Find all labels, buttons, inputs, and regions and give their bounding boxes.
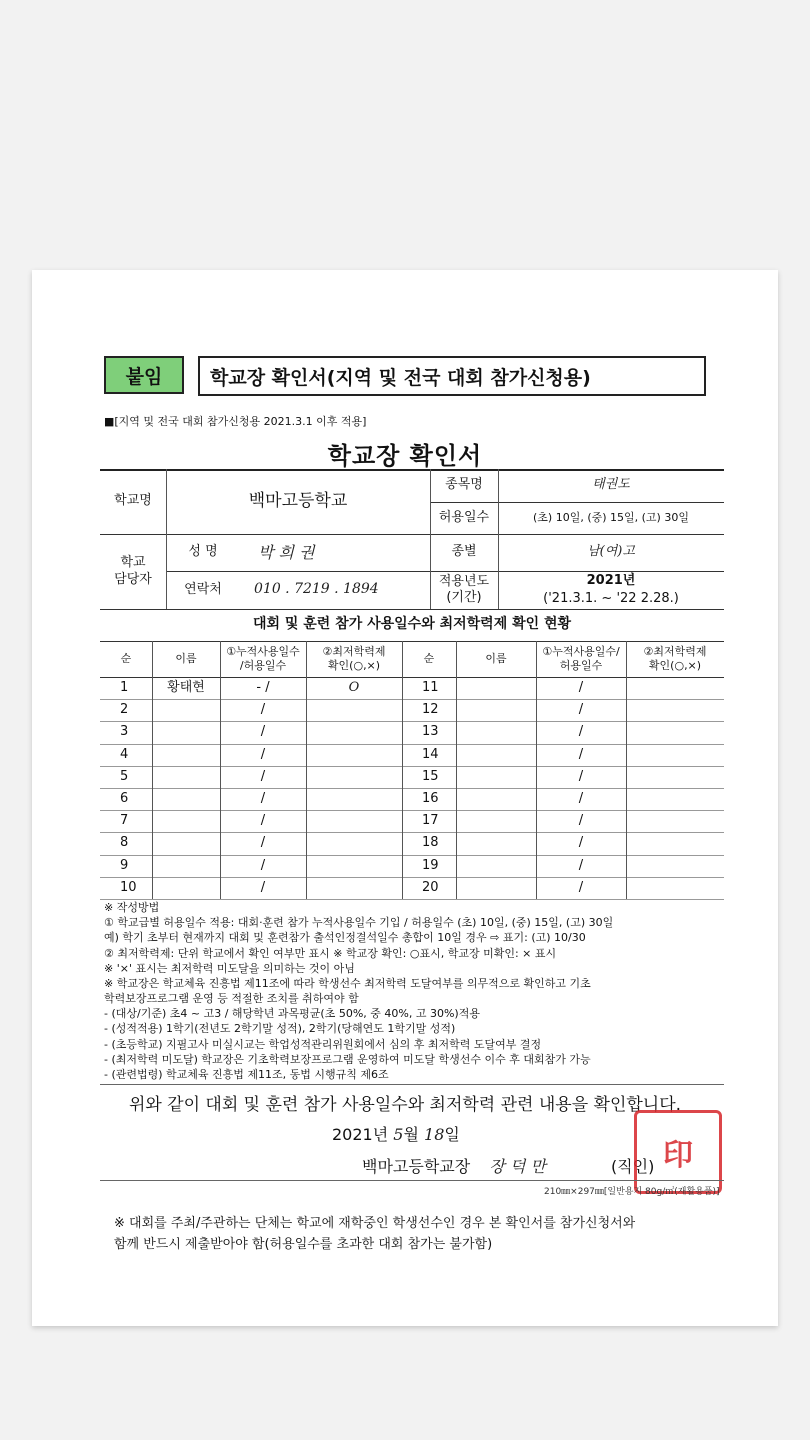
table-cell-name	[152, 855, 220, 877]
principal-signature-line	[362, 1154, 654, 1177]
paper-size-note: 210㎜×297㎜[일반용지 80g/㎡(재활용품)]	[544, 1187, 720, 1197]
table-cell-name	[456, 832, 536, 854]
period-value: ('21.3.1. ~ '22 2.28.)	[543, 590, 679, 606]
table-cell-days: /	[260, 790, 266, 806]
instruction-line: - (관련법령) 학교체육 진흥법 제11조, 동법 시행규칙 제6조	[104, 1067, 389, 1081]
instruction-line: ※ 학교장은 학교체육 진흥법 제11조에 따라 학생선수 최저학력 도달여부를 의무적으로 확인하고 기초	[104, 976, 591, 990]
table-cell-days: /	[260, 724, 266, 740]
table-cell-name	[152, 744, 220, 766]
table-cell-name	[456, 699, 536, 721]
table-cell-days: /	[578, 679, 584, 695]
applicability-note: ■[지역 및 전국 대회 참가신청용 2021.3.1 이후 적용]	[104, 415, 367, 428]
sport-label: 종목명	[445, 477, 483, 493]
instruction-line: 예) 학기 초부터 현재까지 대회 및 훈련참가 출석인정결석일수 총합이 10일 경우 ⇨ 표기: (고) 10/30	[104, 931, 586, 945]
table-cell-check	[626, 699, 724, 721]
table-cell-name	[152, 877, 220, 899]
table-cell-check: O	[348, 679, 360, 695]
table-cell-name	[456, 788, 536, 810]
table-cell-check	[626, 855, 724, 877]
principal-title: 백마고등학교장	[362, 1157, 471, 1176]
date-year: 2021년	[332, 1125, 389, 1144]
table-cell-check	[626, 877, 724, 899]
confirmation-statement: 위와 같이 대회 및 훈련 참가 사용일수와 최저학력 관련 내용을 확인합니다.	[128, 1095, 682, 1115]
instruction-line: 학력보장프로그램 운영 등 적절한 조치를 취하여야 함	[104, 992, 359, 1006]
table-cell-days: /	[578, 724, 584, 740]
document-title-box: 학교장 확인서(지역 및 전국 대회 참가신청용)	[198, 356, 706, 396]
table-cell-no: 20	[422, 879, 439, 895]
table-cell-no: 15	[422, 768, 439, 784]
manager-label: 학교 담당자	[114, 555, 152, 587]
table-cell-name	[456, 744, 536, 766]
table-cell-name: 황태현	[167, 679, 205, 695]
table-cell-no: 19	[422, 857, 439, 873]
instruction-line: - (성적적용) 1학기(전년도 2학기말 성적), 2학기(당해연도 1학기말 성적)	[104, 1022, 456, 1036]
table-cell-days: /	[578, 857, 584, 873]
table-cell-check	[306, 877, 402, 899]
table-cell-no: 1	[120, 679, 129, 695]
table-cell-days: /	[578, 835, 584, 851]
table-cell-days: /	[578, 768, 584, 784]
gender-label: 종별	[451, 544, 477, 560]
date-day-unit: 일	[444, 1125, 460, 1144]
table-cell-name	[152, 788, 220, 810]
document-page	[32, 270, 778, 1326]
table-header-cell: ②최저학력제 확인(○,×)	[322, 645, 386, 672]
year-value: 2021년	[586, 572, 636, 588]
date-day-handwritten: 18	[424, 1125, 445, 1144]
table-cell-days: /	[260, 768, 266, 784]
table-cell-check	[306, 699, 402, 721]
page-title: 학교장 확인서	[327, 442, 483, 470]
table-cell-days: /	[578, 746, 584, 762]
table-cell-no: 3	[120, 724, 129, 740]
table-cell-check	[626, 677, 724, 699]
table-cell-no: 14	[422, 746, 439, 762]
principal-name-handwritten: 장 덕 만	[489, 1157, 546, 1176]
table-header-cell: 순	[423, 652, 435, 666]
table-cell-days: /	[260, 746, 266, 762]
table-header-cell: ①누적사용일수/ 허용일수	[542, 645, 620, 672]
table-cell-no: 13	[422, 724, 439, 740]
instruction-line: ① 학교급별 허용일수 적용: 대회·훈련 참가 누적사용일수 기입 / 허용일수 (초) 10일, (중) 15일, (고) 30일	[104, 916, 614, 930]
table-cell-days: - /	[256, 679, 270, 695]
table-header-cell: 순	[120, 652, 132, 666]
table-cell-name	[152, 699, 220, 721]
table-cell-check	[626, 766, 724, 788]
table-header-cell: 이름	[485, 652, 507, 666]
table-cell-no: 12	[422, 702, 439, 718]
sport-value: 태권도	[592, 477, 630, 493]
submission-note: ※ 대회를 주최/주관하는 단체는 학교에 재학중인 학생선수인 경우 본 확인서를 참가신청서와 함께 반드시 제출받아야 함(허용일수를 초과한 대회 참가는 불가함)	[114, 1216, 636, 1252]
table-header-cell: 이름	[175, 652, 197, 666]
contact-value: 010 . 7219 . 1894	[254, 581, 379, 598]
name-label: 성 명	[188, 544, 218, 560]
table-cell-no: 5	[120, 768, 129, 784]
table-cell-no: 17	[422, 813, 439, 829]
table-cell-check	[626, 810, 724, 832]
seal-label: (직인)	[610, 1157, 655, 1176]
table-cell-check	[626, 832, 724, 854]
table-cell-no: 18	[422, 835, 439, 851]
official-seal-stamp: 印	[634, 1110, 722, 1194]
table-cell-days: /	[260, 835, 266, 851]
table-cell-name	[456, 677, 536, 699]
instruction-line: ※ '×' 표시는 최저학력 미도달을 의미하는 것이 아님	[104, 961, 355, 975]
table-cell-name	[152, 832, 220, 854]
manager-name: 박 희 권	[258, 542, 315, 562]
instruction-line: - (최저학력 미도달) 학교장은 기초학력보장프로그램 운영하여 미도달 학생선수 이수 후 대회참가 가능	[104, 1052, 591, 1066]
instruction-line: ② 최저학력제: 단위 학교에서 확인 여부만 표시 ※ 학교장 확인: ○표시, 학교장 미확인: × 표시	[104, 946, 557, 960]
table-cell-check	[306, 855, 402, 877]
table-cell-days: /	[578, 790, 584, 806]
table-cell-check	[626, 788, 724, 810]
table-cell-check	[626, 744, 724, 766]
instruction-line: - (대상/기준) 초4 ~ 고3 / 해당학년 과목평균(초 50%, 중 40%, 고 30%)적용	[104, 1007, 480, 1021]
allowed-days-value: (초) 10일, (중) 15일, (고) 30일	[533, 511, 689, 525]
table-cell-no: 9	[120, 857, 129, 873]
table-cell-check	[306, 744, 402, 766]
table-cell-days: /	[260, 857, 266, 873]
table-cell-days: /	[260, 702, 266, 718]
table-cell-days: /	[578, 813, 584, 829]
table-cell-check	[306, 832, 402, 854]
table-cell-check	[306, 766, 402, 788]
year-label: 적용년도 (기간)	[438, 573, 490, 605]
signing-date	[332, 1122, 460, 1145]
table-cell-name	[456, 877, 536, 899]
table-cell-check	[306, 810, 402, 832]
attachment-badge: 붙임	[104, 356, 184, 394]
table-cell-check	[626, 721, 724, 743]
school-label: 학교명	[114, 493, 152, 509]
table-cell-no: 8	[120, 835, 129, 851]
table-cell-name	[456, 766, 536, 788]
contact-label: 연락처	[184, 581, 222, 597]
table-cell-no: 11	[422, 679, 439, 695]
section-title: 대회 및 훈련 참가 사용일수와 최저학력제 확인 현황	[252, 616, 572, 633]
instruction-line: ※ 작성방법	[104, 901, 160, 914]
table-cell-days: /	[260, 813, 266, 829]
table-cell-check	[306, 788, 402, 810]
school-name: 백마고등학교	[248, 490, 348, 511]
table-cell-name	[152, 721, 220, 743]
table-cell-name	[456, 810, 536, 832]
date-month-handwritten: 5	[393, 1125, 404, 1144]
table-cell-no: 2	[120, 702, 129, 718]
table-cell-days: /	[578, 702, 584, 718]
date-month-unit: 월	[403, 1125, 419, 1144]
table-cell-no: 10	[120, 879, 137, 895]
table-cell-check	[306, 721, 402, 743]
table-header-cell: ①누적사용일수 /허용일수	[226, 645, 300, 672]
table-cell-name	[456, 721, 536, 743]
table-cell-no: 6	[120, 790, 129, 806]
table-header-cell: ②최저학력제 확인(○,×)	[643, 645, 707, 672]
gender-value: 남(여)고	[587, 544, 635, 560]
table-cell-name	[456, 855, 536, 877]
instructions	[104, 900, 744, 1082]
table-cell-no: 7	[120, 813, 129, 829]
table-cell-name	[152, 766, 220, 788]
allowed-days-label: 허용일수	[438, 509, 490, 525]
table-cell-name	[152, 810, 220, 832]
table-cell-no: 4	[120, 746, 129, 762]
table-cell-no: 16	[422, 790, 439, 806]
table-cell-days: /	[260, 879, 266, 895]
instruction-line: - (초등학교) 지필고사 미실시교는 학업성적관리위원회에서 심의 후 최저학력 도달여부 결정	[104, 1037, 542, 1051]
table-cell-days: /	[578, 879, 584, 895]
